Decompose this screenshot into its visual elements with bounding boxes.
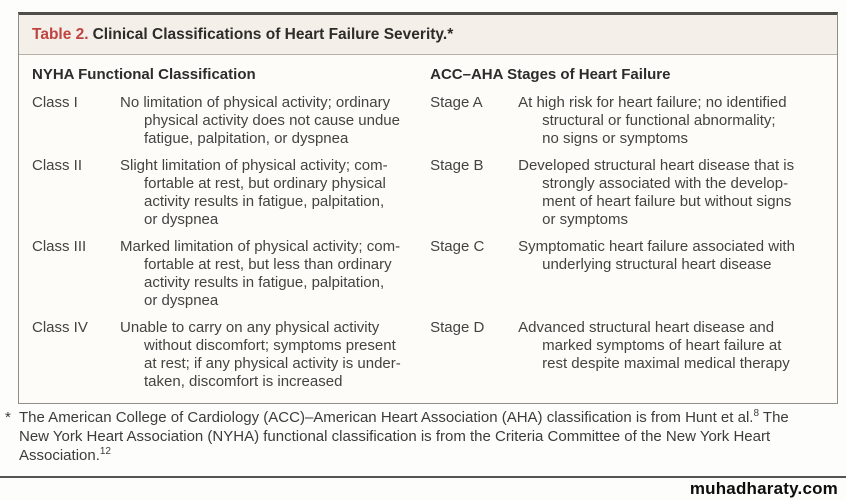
footnote-text <box>19 408 837 465</box>
footnote-line: New York Heart Association (NYHA) functional classification is from the Criteria Committee of the New York Heart <box>19 428 771 445</box>
table-row-stage-d <box>430 319 824 391</box>
row-label: Stage D <box>430 319 485 336</box>
reference-superscript: 8 <box>753 408 760 419</box>
row-label: Stage C <box>430 238 485 255</box>
row-description: At high risk for heart failure; no identified structural or functional abnormality; no signs or symptoms <box>518 94 787 147</box>
row-description: Developed structural heart disease that is strongly associated with the develop- ment of heart failure but without signs or symptoms <box>518 157 795 228</box>
row-label: Class II <box>32 157 83 174</box>
row-description: Symptomatic heart failure associated with underlying structural heart disease <box>518 238 795 273</box>
bottom-divider <box>0 476 846 478</box>
table-row-class-3 <box>32 238 418 310</box>
footnote-line: The American College of Cardiology (ACC)–American Heart Association (AHA) classification is from Hunt et al.$^8$ The <box>19 408 789 426</box>
table-caption: Clinical Classifications of Heart Failure Severity.* <box>92 26 454 43</box>
table-body <box>19 55 837 403</box>
column-header-acc-aha: ACC–AHA Stages of Heart Failure <box>430 66 671 83</box>
reference-superscript: 12 <box>99 446 111 457</box>
row-description: No limitation of physical activity; ordinary physical activity does not cause undue fatigue, palpitation, or dyspnea <box>120 94 400 147</box>
row-label: Stage A <box>430 94 483 111</box>
table-number: Table 2. <box>32 26 89 43</box>
row-label: Class IV <box>32 319 88 336</box>
row-label: Class III <box>32 238 87 255</box>
table-row-stage-c <box>430 238 824 310</box>
footnote-line: Association.$^{12}$ <box>19 446 111 464</box>
row-description: Unable to carry on any physical activity without discomfort; symptoms present at rest; if any physical activity is under- taken, discomfort is increased <box>120 319 401 390</box>
watermark-muhadharaty: muhadharaty.com <box>689 479 838 498</box>
row-description: Marked limitation of physical activity; com- fortable at rest, but less than ordinary activity results in fatigue, palpitation, or dyspnea <box>120 238 401 309</box>
table-row-class-4 <box>32 319 418 391</box>
table-row-class-2 <box>32 157 418 229</box>
row-description: Advanced structural heart disease and marked symptoms of heart failure at rest despite maximal medical therapy <box>518 319 790 372</box>
row-description: Slight limitation of physical activity; com- fortable at rest, but ordinary physical activity results in fatigue, palpitation, or dyspnea <box>120 157 388 228</box>
footnote-marker: * <box>5 409 11 426</box>
table-row-stage-b <box>430 157 824 229</box>
table-row-class-1 <box>32 94 418 148</box>
row-label: Stage B <box>430 157 484 174</box>
row-label: Class I <box>32 94 78 111</box>
footnote <box>5 408 837 465</box>
table-title-bar <box>19 15 837 55</box>
table-2-box <box>18 12 838 404</box>
column-header-nyha: NYHA Functional Classification <box>32 66 256 83</box>
table-row-stage-a <box>430 94 824 148</box>
